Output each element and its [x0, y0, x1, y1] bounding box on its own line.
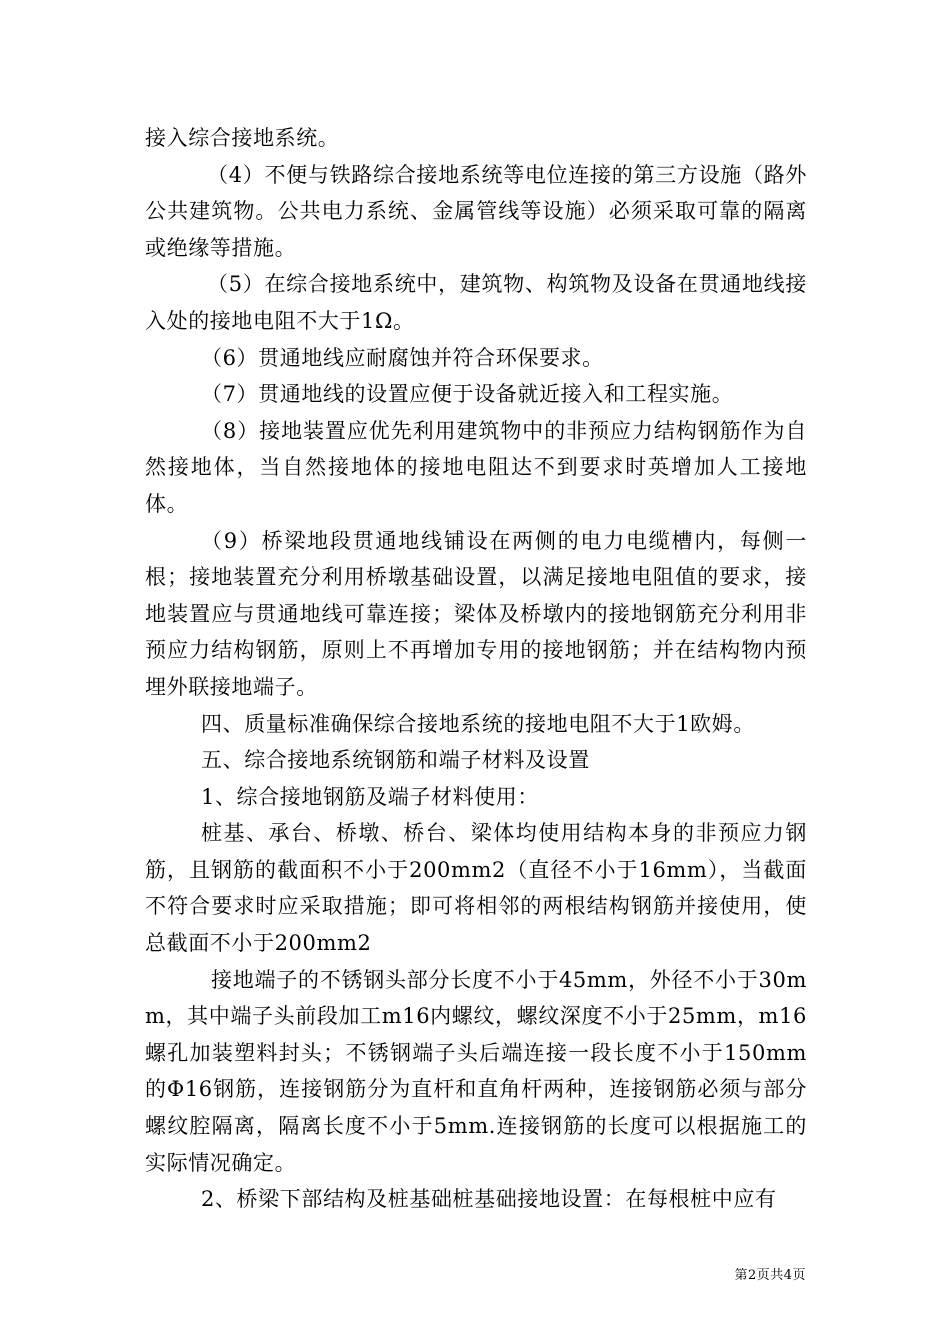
subsection-heading-2: 2、桥梁下部结构及桩基础桩基础接地设置：在每根桩中应有 [201, 1187, 777, 1212]
paragraph-steel-requirements: 桩基、承台、桥墩、桥台、梁体均使用结构本身的非预应力钢筋，且钢筋的截面积不小于200mm2（直径不小于16mm），当截面不符合要求时应采取措施；即可将相邻的两根结构钢筋并接使用，使总截面不小于200mm2 [145, 821, 807, 956]
paragraph-continuation: 接入综合接地系统。 [145, 126, 340, 150]
section-heading-quality: 四、质量标准确保综合接地系统的接地电阻不大于1欧姆。 [201, 711, 755, 736]
document-body [145, 120, 807, 1218]
paragraph-item-7: （7）贯通地线的设置应便于设备就近接入和工程实施。 [201, 382, 734, 407]
subsection-heading-1: 1、综合接地钢筋及端子材料使用： [201, 784, 539, 809]
paragraph-item-5: （5）在综合接地系统中，建筑物、构筑物及设备在贯通地线接入处的接地电阻不大于1Ω。 [145, 272, 807, 333]
page-number-footer: 第2页共4页 [734, 1268, 806, 1283]
paragraph-item-8: （8）接地装置应优先利用建筑物中的非预应力结构钢筋作为自然接地体，当自然接地体的接地电阻达不到要求时英增加人工接地体。 [145, 418, 807, 516]
paragraph-terminal-specs: 接地端子的不锈钢头部分长度不小于45mm，外径不小于30mm，其中端子头前段加工m16内螺纹，螺纹深度不小于25mm，m16螺孔加装塑料封头；不锈钢端子头后端连接一段长度不小于150mm的Φ16钢筋，连接钢筋分为直杆和直角杆两种，连接钢筋必须与部分螺纹腔隔离，隔离长度不小于5mm.连接钢筋的长度可以根据施工的实际情况确定。 [145, 967, 807, 1175]
paragraph-item-4: （4）不便与铁路综合接地系统等电位连接的第三方设施（路外公共建筑物。公共电力系统、金属管线等设施）必须采取可靠的隔离或绝缘等措施。 [145, 162, 807, 260]
paragraph-item-6: （6）贯通地线应耐腐蚀并符合环保要求。 [201, 345, 604, 370]
section-heading-materials: 五、综合接地系统钢筋和端子材料及设置 [201, 748, 590, 773]
paragraph-item-9: （9）桥梁地段贯通地线铺设在两侧的电力电缆槽内，每侧一根；接地装置充分利用桥墩基础设置，以满足接地电阻值的要求，接地装置应与贯通地线可靠连接；梁体及桥墩内的接地钢筋充分利用非预应力结构钢筋，原则上不再增加专用的接地钢筋；并在结构物内预埋外联接地端子。 [145, 528, 807, 699]
